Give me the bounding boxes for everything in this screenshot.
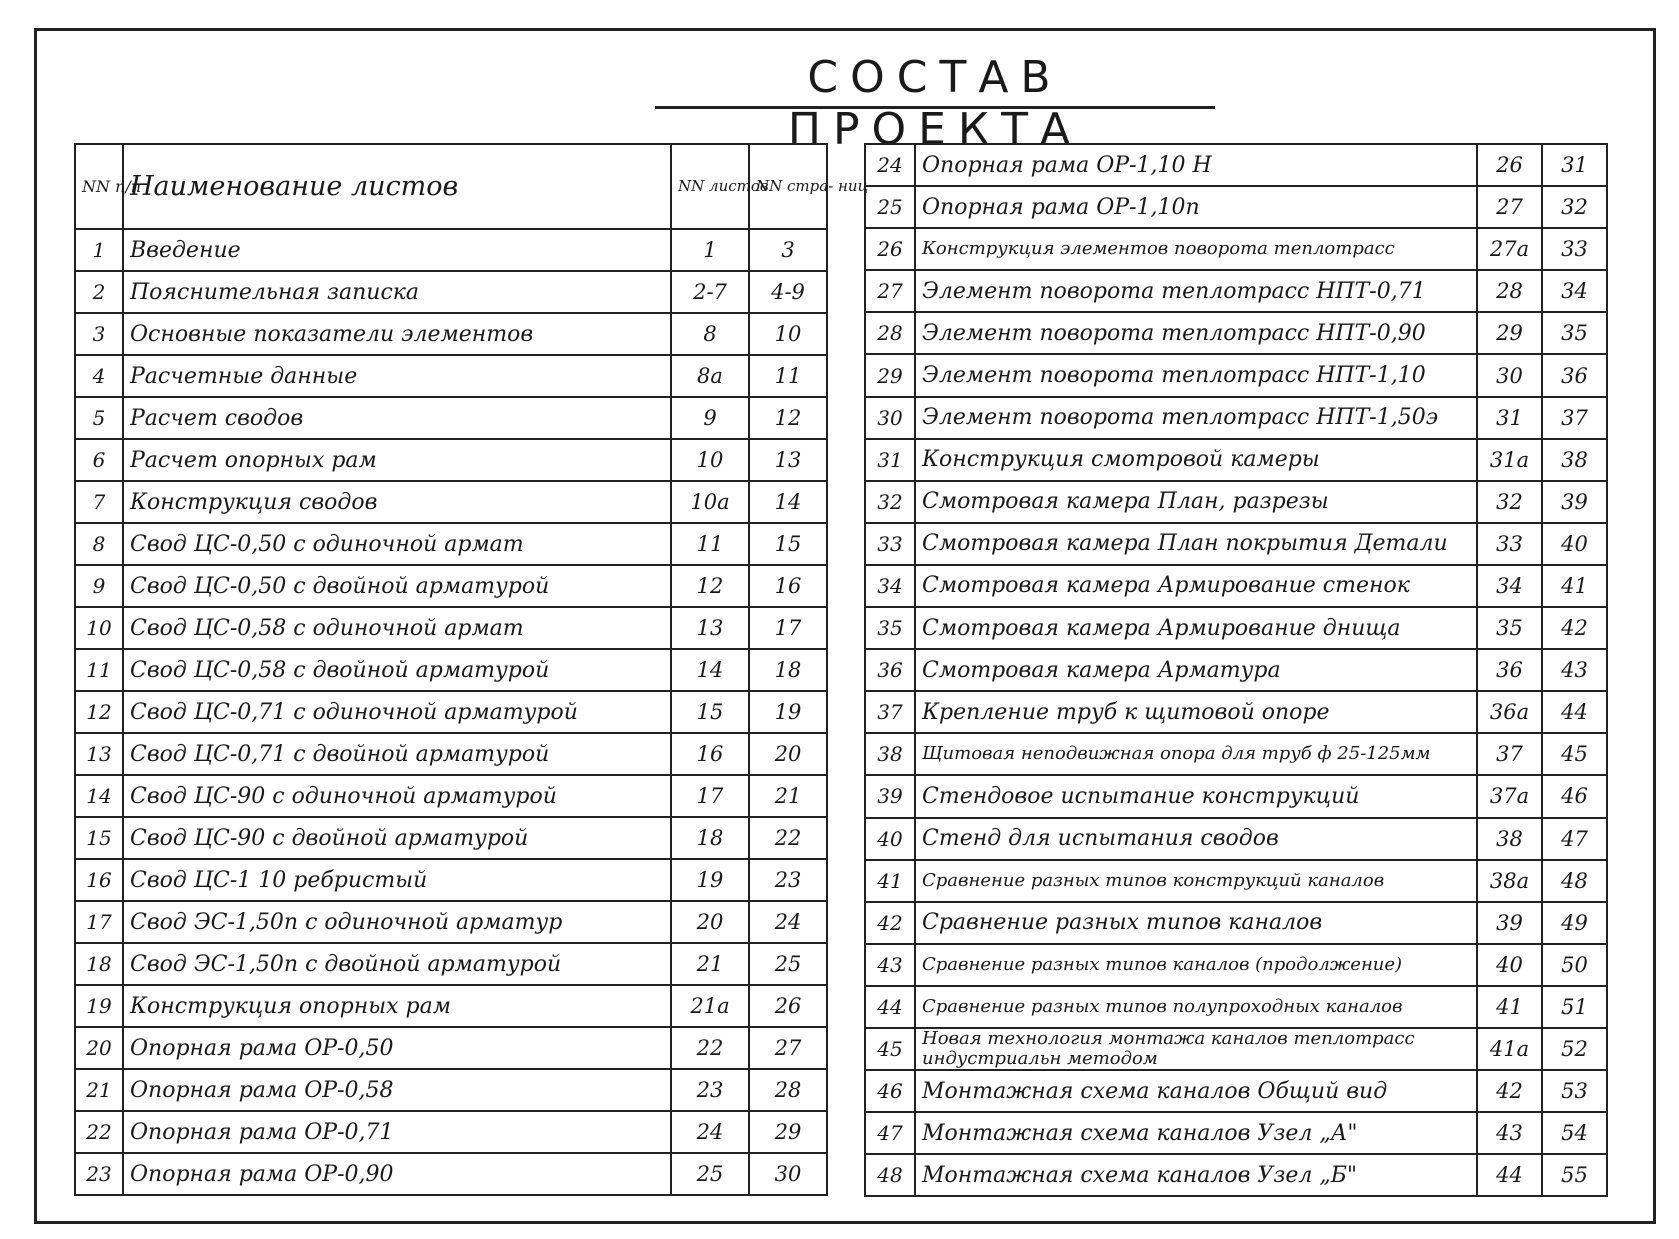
page-number: 53	[1542, 1070, 1607, 1112]
sheet-number: 12	[671, 565, 749, 607]
sheet-number: 37а	[1477, 775, 1542, 817]
table-row	[865, 481, 1607, 523]
sheet-number: 34	[1477, 565, 1542, 607]
table-row	[865, 186, 1607, 228]
table-row	[75, 1069, 827, 1111]
row-number: 25	[865, 186, 915, 228]
sheet-title: Монтажная схема каналов Общий вид	[915, 1070, 1477, 1112]
table-row	[75, 439, 827, 481]
sheet-number: 28	[1477, 270, 1542, 312]
sheet-number: 21а	[671, 985, 749, 1027]
sheet-number: 38	[1477, 818, 1542, 860]
page-number: 12	[749, 397, 827, 439]
sheet-title: Конструкция сводов	[123, 481, 671, 523]
sheet-title: Свод ЭС-1,50п с двойной арматурой	[123, 943, 671, 985]
sheet-number: 10а	[671, 481, 749, 523]
table-row	[865, 818, 1607, 860]
table-row	[865, 565, 1607, 607]
page-number: 34	[1542, 270, 1607, 312]
sheet-number: 43	[1477, 1112, 1542, 1154]
page-number: 10	[749, 313, 827, 355]
sheet-number: 37	[1477, 733, 1542, 775]
sheet-title: Опорная рама ОР-1,10п	[915, 186, 1477, 228]
table-row	[865, 523, 1607, 565]
row-number: 39	[865, 775, 915, 817]
row-number: 35	[865, 607, 915, 649]
row-number: 18	[75, 943, 123, 985]
table-row	[865, 1154, 1607, 1196]
page-number: 28	[749, 1069, 827, 1111]
page-number: 52	[1542, 1028, 1607, 1070]
sheet-number: 31а	[1477, 439, 1542, 481]
sheet-title: Смотровая камера Арматура	[915, 649, 1477, 691]
page-number: 45	[1542, 733, 1607, 775]
table-row	[75, 523, 827, 565]
page-number: 23	[749, 859, 827, 901]
table-row	[75, 901, 827, 943]
sheet-number: 26	[1477, 144, 1542, 186]
page-number: 29	[749, 1111, 827, 1153]
row-number: 17	[75, 901, 123, 943]
sheet-number: 41а	[1477, 1028, 1542, 1070]
page-number: 11	[749, 355, 827, 397]
sheet-title: Пояснительная записка	[123, 271, 671, 313]
sheet-number: 36	[1477, 649, 1542, 691]
page-number: 30	[749, 1153, 827, 1195]
page-number: 51	[1542, 986, 1607, 1028]
page-number: 20	[749, 733, 827, 775]
table-row	[865, 775, 1607, 817]
sheet-number: 42	[1477, 1070, 1542, 1112]
table-row	[75, 691, 827, 733]
sheet-title: Основные показатели элементов	[123, 313, 671, 355]
row-number: 15	[75, 817, 123, 859]
row-number: 33	[865, 523, 915, 565]
sheet-title: Опорная рама ОР-0,50	[123, 1027, 671, 1069]
sheet-number: 16	[671, 733, 749, 775]
sheet-title: Свод ЦС-0,71 с двойной арматурой	[123, 733, 671, 775]
sheet-number: 38а	[1477, 860, 1542, 902]
row-number: 11	[75, 649, 123, 691]
row-number: 27	[865, 270, 915, 312]
sheet-number: 20	[671, 901, 749, 943]
sheet-number: 18	[671, 817, 749, 859]
row-number: 19	[75, 985, 123, 1027]
sheet-title: Сравнение разных типов конструкций каналов	[915, 860, 1477, 902]
page-number: 49	[1542, 902, 1607, 944]
sheet-title: Элемент поворота теплотрасс НПТ-0,71	[915, 270, 1477, 312]
sheet-number: 24	[671, 1111, 749, 1153]
page-number: 36	[1542, 354, 1607, 396]
sheet-number: 22	[671, 1027, 749, 1069]
register-table-right	[864, 143, 1608, 1197]
page-number: 47	[1542, 818, 1607, 860]
sheet-title: Свод ЦС-0,58 с двойной арматурой	[123, 649, 671, 691]
table-row	[75, 355, 827, 397]
sheet-title: Свод ЦС-90 с двойной арматурой	[123, 817, 671, 859]
row-number: 41	[865, 860, 915, 902]
row-number: 20	[75, 1027, 123, 1069]
page-number: 14	[749, 481, 827, 523]
table-row	[75, 397, 827, 439]
row-number: 34	[865, 565, 915, 607]
page-number: 54	[1542, 1112, 1607, 1154]
sheet-number: 1	[671, 229, 749, 271]
page-number: 42	[1542, 607, 1607, 649]
sheet-title: Конструкция смотровой камеры	[915, 439, 1477, 481]
sheet-number: 44	[1477, 1154, 1542, 1196]
page-number: 37	[1542, 397, 1607, 439]
row-number: 2	[75, 271, 123, 313]
row-number: 26	[865, 228, 915, 270]
sheet-number: 14	[671, 649, 749, 691]
table-row	[865, 860, 1607, 902]
page-number: 24	[749, 901, 827, 943]
table-row	[865, 228, 1607, 270]
page-number: 48	[1542, 860, 1607, 902]
row-number: 30	[865, 397, 915, 439]
page-number: 15	[749, 523, 827, 565]
sheet-number: 19	[671, 859, 749, 901]
table-row	[865, 1028, 1607, 1070]
row-number: 13	[75, 733, 123, 775]
table-row	[865, 397, 1607, 439]
table-row	[75, 775, 827, 817]
row-number: 31	[865, 439, 915, 481]
sheet-title: Смотровая камера План, разрезы	[915, 481, 1477, 523]
sheet-title: Свод ЦС-0,50 с одиночной армат	[123, 523, 671, 565]
sheet-number: 36а	[1477, 691, 1542, 733]
page-number: 46	[1542, 775, 1607, 817]
sheet-number: 27	[1477, 186, 1542, 228]
page-number: 55	[1542, 1154, 1607, 1196]
row-number: 45	[865, 1028, 915, 1070]
sheet-number: 11	[671, 523, 749, 565]
sheet-number: 31	[1477, 397, 1542, 439]
table-row	[75, 607, 827, 649]
sheet-title: Смотровая камера Армирование днища	[915, 607, 1477, 649]
sheet-number: 41	[1477, 986, 1542, 1028]
page-number: 21	[749, 775, 827, 817]
page-number: 33	[1542, 228, 1607, 270]
sheet-title: Стенд для испытания сводов	[915, 818, 1477, 860]
page-title: СОСТАВ ПРОЕКТА	[655, 52, 1215, 109]
sheet-title: Сравнение разных типов полупроходных каналов	[915, 986, 1477, 1028]
sheet-title: Свод ЦС-0,71 с одиночной арматурой	[123, 691, 671, 733]
table-row	[75, 985, 827, 1027]
sheet-title: Расчетные данные	[123, 355, 671, 397]
page-number: 27	[749, 1027, 827, 1069]
table-row	[75, 1111, 827, 1153]
sheet-title: Расчет опорных рам	[123, 439, 671, 481]
row-number: 23	[75, 1153, 123, 1195]
sheet-title: Конструкция опорных рам	[123, 985, 671, 1027]
row-number: 47	[865, 1112, 915, 1154]
page-number: 40	[1542, 523, 1607, 565]
sheet-number: 40	[1477, 944, 1542, 986]
sheet-number: 15	[671, 691, 749, 733]
row-number: 38	[865, 733, 915, 775]
row-number: 42	[865, 902, 915, 944]
page-number: 35	[1542, 312, 1607, 354]
table-row	[75, 271, 827, 313]
page-number: 19	[749, 691, 827, 733]
page-number: 26	[749, 985, 827, 1027]
sheet-title: Смотровая камера План покрытия Детали	[915, 523, 1477, 565]
page-number: 25	[749, 943, 827, 985]
sheet-title: Свод ЭС-1,50п с одиночной арматур	[123, 901, 671, 943]
row-number: 36	[865, 649, 915, 691]
row-number: 28	[865, 312, 915, 354]
row-number: 43	[865, 944, 915, 986]
row-number: 16	[75, 859, 123, 901]
row-number: 32	[865, 481, 915, 523]
row-number: 21	[75, 1069, 123, 1111]
table-row	[75, 313, 827, 355]
table-row	[75, 649, 827, 691]
table-row	[865, 691, 1607, 733]
table-row	[75, 565, 827, 607]
table-row	[865, 733, 1607, 775]
header-name: Наименование листов	[123, 144, 671, 229]
row-number: 37	[865, 691, 915, 733]
sheet-title: Монтажная схема каналов Узел „Б"	[915, 1154, 1477, 1196]
sheet-title: Опорная рама ОР-0,58	[123, 1069, 671, 1111]
table-row	[865, 439, 1607, 481]
row-number: 40	[865, 818, 915, 860]
sheet-number: 33	[1477, 523, 1542, 565]
table-row	[75, 859, 827, 901]
sheet-number: 8	[671, 313, 749, 355]
row-number: 44	[865, 986, 915, 1028]
header-pages: NN стра- ниц	[749, 144, 827, 229]
table-row	[865, 649, 1607, 691]
sheet-number: 21	[671, 943, 749, 985]
table-row	[865, 986, 1607, 1028]
sheet-number: 10	[671, 439, 749, 481]
sheet-title: Сравнение разных типов каналов (продолжение)	[915, 944, 1477, 986]
row-number: 12	[75, 691, 123, 733]
header-num: NN п/п	[75, 144, 123, 229]
sheet-number: 23	[671, 1069, 749, 1111]
table-row	[865, 270, 1607, 312]
table-row	[75, 1153, 827, 1195]
row-number: 48	[865, 1154, 915, 1196]
table-row	[75, 733, 827, 775]
sheet-title: Свод ЦС-1 10 ребристый	[123, 859, 671, 901]
sheet-title: Элемент поворота теплотрасс НПТ-1,50э	[915, 397, 1477, 439]
page-number: 38	[1542, 439, 1607, 481]
sheet-title: Крепление труб к щитовой опоре	[915, 691, 1477, 733]
sheet-number: 8а	[671, 355, 749, 397]
sheet-title: Элемент поворота теплотрасс НПТ-0,90	[915, 312, 1477, 354]
page-number: 50	[1542, 944, 1607, 986]
table-row	[75, 1027, 827, 1069]
sheet-title: Опорная рама ОР-0,90	[123, 1153, 671, 1195]
table-row	[865, 144, 1607, 186]
sheet-number: 2-7	[671, 271, 749, 313]
table-row	[75, 229, 827, 271]
row-number: 46	[865, 1070, 915, 1112]
row-number: 7	[75, 481, 123, 523]
sheet-title: Свод ЦС-0,50 с двойной арматурой	[123, 565, 671, 607]
page-number: 44	[1542, 691, 1607, 733]
table-row	[865, 1112, 1607, 1154]
sheet-title: Расчет сводов	[123, 397, 671, 439]
sheet-number: 32	[1477, 481, 1542, 523]
table-row	[75, 817, 827, 859]
page-number: 39	[1542, 481, 1607, 523]
header-sheets: NN листов	[671, 144, 749, 229]
table-row	[865, 902, 1607, 944]
row-number: 29	[865, 354, 915, 396]
sheet-title: Введение	[123, 229, 671, 271]
row-number: 8	[75, 523, 123, 565]
sheet-number: 27а	[1477, 228, 1542, 270]
table-row	[75, 943, 827, 985]
sheet-number: 29	[1477, 312, 1542, 354]
row-number: 9	[75, 565, 123, 607]
table-header	[75, 144, 827, 229]
register-table-left	[74, 143, 869, 1196]
row-number: 1	[75, 229, 123, 271]
sheet-number: 13	[671, 607, 749, 649]
sheet-title: Свод ЦС-0,58 с одиночной армат	[123, 607, 671, 649]
sheet-number: 39	[1477, 902, 1542, 944]
row-number: 4	[75, 355, 123, 397]
sheet-number: 35	[1477, 607, 1542, 649]
row-number: 3	[75, 313, 123, 355]
sheet-title: Стендовое испытание конструкций	[915, 775, 1477, 817]
sheet-number: 9	[671, 397, 749, 439]
sheet-title: Свод ЦС-90 с одиночной арматурой	[123, 775, 671, 817]
sheet-number: 25	[671, 1153, 749, 1195]
sheet-title: Элемент поворота теплотрасс НПТ-1,10	[915, 354, 1477, 396]
sheet-title: Опорная рама ОР-1,10 Н	[915, 144, 1477, 186]
sheet-title: Новая технология монтажа каналов теплотрасс индустриальн методом	[915, 1028, 1477, 1070]
row-number: 10	[75, 607, 123, 649]
row-number: 6	[75, 439, 123, 481]
page-number: 3	[749, 229, 827, 271]
page-number: 41	[1542, 565, 1607, 607]
page-number: 16	[749, 565, 827, 607]
table-row	[865, 944, 1607, 986]
page-number: 22	[749, 817, 827, 859]
page-number: 4-9	[749, 271, 827, 313]
table-row	[865, 607, 1607, 649]
sheet-title: Опорная рама ОР-0,71	[123, 1111, 671, 1153]
sheet-number: 30	[1477, 354, 1542, 396]
row-number: 5	[75, 397, 123, 439]
sheet-title: Конструкция элементов поворота теплотрасс	[915, 228, 1477, 270]
row-number: 24	[865, 144, 915, 186]
page-number: 18	[749, 649, 827, 691]
table-row	[75, 481, 827, 523]
sheet-title: Смотровая камера Армирование стенок	[915, 565, 1477, 607]
page-number: 32	[1542, 186, 1607, 228]
page-number: 43	[1542, 649, 1607, 691]
table-row	[865, 1070, 1607, 1112]
sheet-title: Сравнение разных типов каналов	[915, 902, 1477, 944]
sheet-title: Щитовая неподвижная опора для труб ф 25-125мм	[915, 733, 1477, 775]
sheet-number: 17	[671, 775, 749, 817]
row-number: 14	[75, 775, 123, 817]
page-number: 17	[749, 607, 827, 649]
table-row	[865, 354, 1607, 396]
table-row	[865, 312, 1607, 354]
page-number: 13	[749, 439, 827, 481]
row-number: 22	[75, 1111, 123, 1153]
page-number: 31	[1542, 144, 1607, 186]
sheet-title: Монтажная схема каналов Узел „А"	[915, 1112, 1477, 1154]
